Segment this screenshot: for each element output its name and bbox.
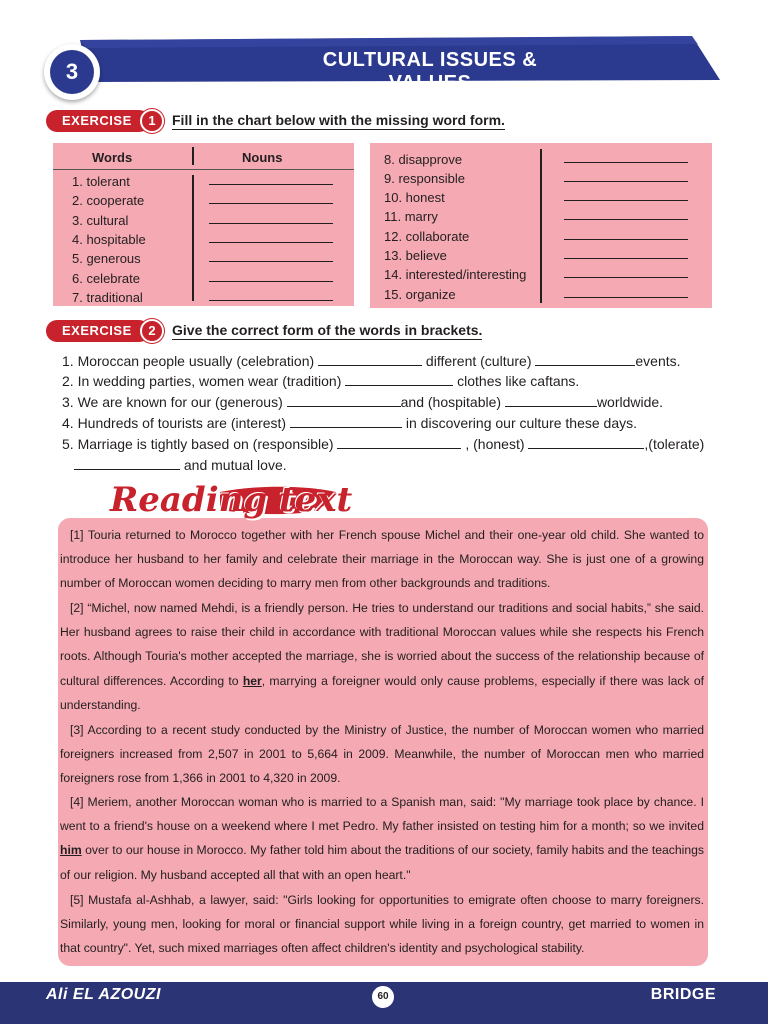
paragraph-text: [5] Mustafa al-Ashhab, a lawyer, said: "Girls looking for opportunities to emigrate often choose to marry foreigners. Similarly, young men, looking for moral or financial support while living in a foreign country, get married to women in that country". Yet, such mixed marriages often affect children's identity and psychological stability.: [60, 893, 704, 956]
unit-banner: [80, 36, 720, 94]
unit-number-badge: [44, 44, 100, 100]
word-item: 13. believe: [384, 248, 447, 263]
page-footer: [0, 982, 768, 1024]
word-item: 7. traditional: [72, 290, 143, 305]
answer-blank[interactable]: [287, 394, 401, 407]
paragraph-text: [1] Touria returned to Morocco together with her French spouse Michel and their one-year old child. She wanted to introduce her husband to her family and celebrate their marriage in the Moroccan way. She is just one of a growing number of Moroccan women deciding to marry men from other backgrounds and traditions.: [60, 528, 704, 591]
exercise-2-heading: [46, 319, 566, 343]
unit-title: CULTURAL ISSUES & VALUES: [322, 49, 538, 94]
sentence-text: different (culture): [425, 353, 536, 369]
paragraph-text: [3] According to a recent study conducted by the Ministry of Justice, the number of Moroccan women who married foreigners increased from 2,507 in 2001 to 5,664 in 2009. Meanwhile, the number of Moroccan men who married foreigners rose from 1,366 in 2001 to 4,320 in 2009.: [60, 723, 704, 786]
word-item: 10. honest: [384, 190, 445, 205]
reading-paragraph-3: [60, 718, 704, 791]
word-item: 12. collaborate: [384, 229, 470, 244]
paragraph-text: [2] “Michel, now named Mehdi, is a friendly person. He tries to understand our traditions and social habits,” she said. Her husband agrees to raise their child in accordance with traditional Moroccan values while she respects his French roots. Although Touria's mother accepted the marriage, she is worried about the success of the relationship because of cultural differences. According to: [60, 601, 704, 688]
column-header-nouns: Nouns: [242, 150, 283, 165]
sentence-text: worldwide.: [596, 394, 664, 410]
word-item: 3. cultural: [72, 213, 129, 228]
answer-blank[interactable]: [209, 242, 333, 243]
sentence-text: clothes like caftans.: [453, 373, 580, 389]
sentence-text: 3. We are known for our (generous): [62, 394, 287, 410]
word-item: 1. tolerant: [72, 174, 130, 189]
exercise-instruction: Give the correct form of the words in brackets.: [172, 322, 483, 338]
word-chart-left: [53, 143, 354, 306]
answer-blank[interactable]: [564, 277, 688, 278]
answer-blank[interactable]: [535, 353, 635, 366]
answer-blank[interactable]: [74, 457, 180, 470]
answer-blank[interactable]: [505, 394, 597, 407]
sentence-text: 1. Moroccan people usually (celebration): [62, 353, 319, 369]
answer-blank[interactable]: [318, 353, 422, 366]
sentence-text: , (honest): [461, 436, 529, 452]
sentence-text: and (hospitable): [400, 394, 505, 410]
exercise-label: EXERCISE: [46, 110, 150, 132]
exercise-label: EXERCISE: [46, 320, 150, 342]
reading-paragraph-4: [60, 790, 704, 887]
reading-paragraph-5: [60, 888, 704, 961]
answer-blank[interactable]: [564, 239, 688, 240]
answer-blank[interactable]: [345, 373, 453, 386]
author-name: Ali EL AZOUZI: [46, 986, 161, 1003]
reading-paragraph-2: [60, 596, 704, 717]
word-chart-right: [370, 143, 712, 308]
answer-blank[interactable]: [209, 184, 333, 185]
reading-heading: [100, 478, 353, 528]
column-divider: [540, 149, 542, 303]
sentence-text: ,(tolerate): [644, 436, 705, 452]
highlighted-word: her: [242, 673, 262, 688]
column-divider: [192, 175, 194, 301]
word-item: 6. celebrate: [72, 271, 140, 286]
sentence-2: [62, 373, 579, 389]
header-column-divider: [192, 147, 194, 165]
answer-blank[interactable]: [337, 436, 461, 449]
answer-blank[interactable]: [564, 258, 688, 259]
word-item: 15. organize: [384, 287, 456, 302]
answer-blank[interactable]: [209, 300, 333, 301]
sentence-4: [62, 415, 637, 431]
exercise-1-heading: [46, 109, 566, 133]
word-item: 8. disapprove: [384, 152, 463, 167]
reading-paragraph-1: [60, 523, 704, 596]
word-item: 14. interested/interesting: [384, 267, 527, 282]
sentence-text: 2. In wedding parties, women wear (tradition): [62, 373, 346, 389]
sentence-3: [62, 394, 663, 410]
answer-blank[interactable]: [564, 162, 688, 163]
page-number: 60: [370, 984, 396, 1010]
answer-blank[interactable]: [209, 223, 333, 224]
sentence-5: [62, 436, 704, 452]
reading-title: Reading text: [110, 480, 353, 520]
sentence-5-continued: [74, 457, 287, 473]
word-item: 4. hospitable: [72, 232, 146, 247]
paragraph-text: , marrying a foreigner would only cause problems, especially if there was lack of understanding.: [60, 673, 704, 712]
exercise-number: 2: [140, 319, 164, 343]
answer-blank[interactable]: [209, 261, 333, 262]
exercise-number: 1: [140, 109, 164, 133]
answer-blank[interactable]: [564, 219, 688, 220]
answer-blank[interactable]: [209, 203, 333, 204]
answer-blank[interactable]: [209, 281, 333, 282]
sentence-text: 4. Hundreds of tourists are (interest): [62, 415, 290, 431]
exercise-instruction: Fill in the chart below with the missing word form.: [172, 112, 505, 128]
header-divider: [53, 169, 354, 170]
answer-blank[interactable]: [564, 297, 688, 298]
highlighted-word: him: [60, 843, 82, 858]
answer-blank[interactable]: [528, 436, 644, 449]
paragraph-text: over to our house in Morocco. My father told him about the traditions of our society, family habits and the teachings of our religion. My husband accepted all that with an open heart.": [60, 843, 704, 882]
paragraph-text: [4] Meriem, another Moroccan woman who is married to a Spanish man, said: "My marriage took place by chance. I went to a friend's house on a weekend where I met Pedro. My father insisted on testing him for a month; so we invited: [60, 795, 704, 834]
column-header-words: Words: [92, 150, 133, 165]
book-name: BRIDGE: [650, 986, 716, 1003]
word-item: 2. cooperate: [72, 193, 145, 208]
word-item: 5. generous: [72, 251, 141, 266]
word-item: 9. responsible: [384, 171, 465, 186]
sentence-text: in discovering our culture these days.: [402, 415, 638, 431]
reading-text-box: [58, 518, 708, 966]
sentence-text: and mutual love.: [180, 457, 287, 473]
sentence-text: 5. Marriage is tightly based on (responsible): [62, 436, 338, 452]
sentence-1: [62, 353, 681, 369]
word-item: 11. marry: [384, 209, 438, 224]
unit-number: 3: [50, 50, 94, 94]
answer-blank[interactable]: [564, 181, 688, 182]
answer-blank[interactable]: [564, 200, 688, 201]
answer-blank[interactable]: [290, 415, 402, 428]
sentence-text: events.: [635, 353, 681, 369]
